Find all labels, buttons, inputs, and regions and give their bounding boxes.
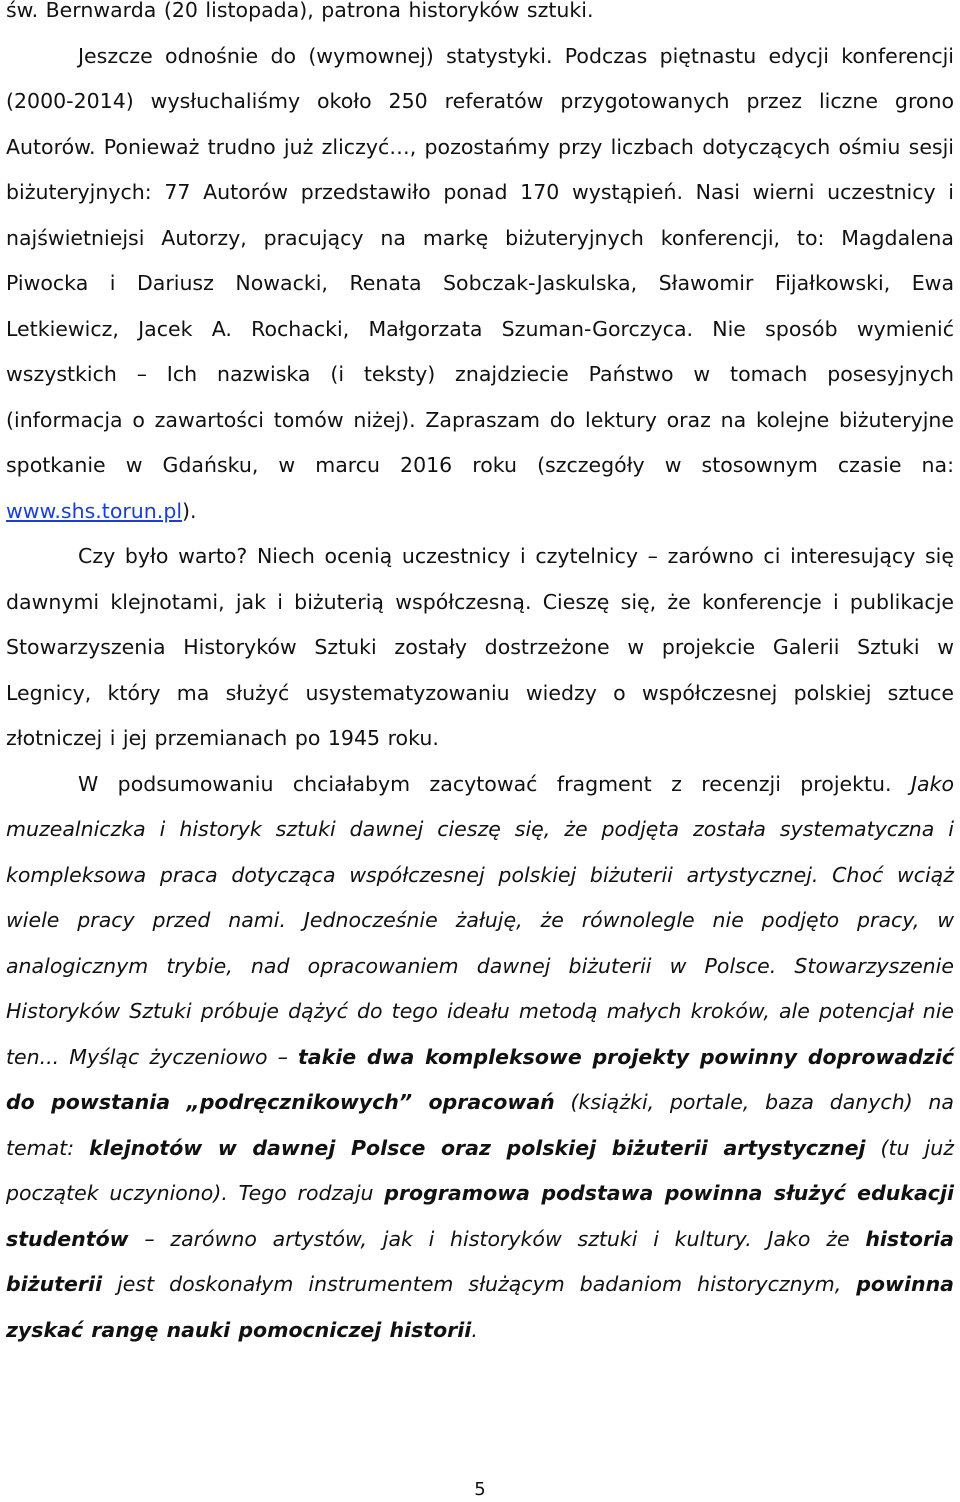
quote-part-3: (tu już początek uczyniono). Tego rodzaju xyxy=(6,1135,954,1205)
paragraph-1 xyxy=(6,0,954,34)
document-page xyxy=(6,0,954,1353)
quote-bold-4: historia biżuterii xyxy=(6,1226,954,1296)
paragraph-3-text: Czy było warto? Niech ocenią uczestnicy i czytelnicy – zarówno ci interesujący się dawnymi klejnotami, jak i biżuterią współczesną. Cieszę się, że konferencje i publikacje Stowarzyszenia Historyków Sztuki zostały dostrzeżone w projekcie Galerii Sztuki w Legnicy, który ma służyć usystematyzowaniu wiedzy o współczesnej polskiej sztuce złotniczej i jej przemianach po 1945 roku. xyxy=(6,544,954,750)
quote-bold-1: takie dwa kompleksowe projekty powinny doprowadzić do powstania „podręcznikowych” opracowań xyxy=(6,1044,954,1114)
paragraph-2 xyxy=(6,34,954,535)
quote-part-6: . xyxy=(471,1317,478,1342)
quote-part-5: jest doskonałym instrumentem służącym badaniom historycznym, xyxy=(102,1272,857,1296)
paragraph-3 xyxy=(6,534,954,762)
quote-part-4: – zarówno artystów, jak i historyków sztuki i kultury. Jako że xyxy=(128,1226,866,1251)
quote-bold-3: programowa podstawa powinna służyć edukacji studentów xyxy=(6,1181,955,1251)
quote-bold-2: klejnotów w dawnej Polsce oraz polskiej biżuterii artystycznej xyxy=(89,1135,866,1160)
paragraph-4-intro: W podsumowaniu chciałabym zacytować fragment z recenzji projektu. xyxy=(78,771,911,796)
website-link[interactable]: www.shs.torun.pl xyxy=(6,498,183,523)
paragraph-4 xyxy=(6,762,954,1354)
quote-bold-5: powinna zyskać rangę nauki pomocniczej historii xyxy=(6,1272,954,1342)
page-number: 5 xyxy=(474,1479,486,1500)
quote-part-2: (książki, portale, baza danych) na temat: xyxy=(6,1090,954,1160)
paragraph-2-text: Jeszcze odnośnie do (wymownej) statystyki. Podczas piętnastu edycji konferencji (2000-2014) wysłuchaliśmy około 250 referatów przygotowanych przez liczne grono Autorów. Ponieważ trudno już zliczyć…, pozostańmy przy liczbach dotyczących ośmiu sesji biżuteryjnych: 77 Autorów przedstawiło ponad 170 wystąpień. Nasi wierni uczestnicy i najświetniejsi Autorzy, pracujący na markę biżuteryjnych konferencji, to: Magdalena Piwocka i Dariusz Nowacki, Renata Sobczak-Jaskulska, Sławomir Fijałkowski, Ewa Letkiewicz, Jacek A. Rochacki, Małgorzata Szuman-Gorczyca. Nie sposób wymienić wszystkich – Ich nazwiska (i teksty) znajdziecie Państwo w tomach posesyjnych (informacja o zawartości tomów niżej). Zapraszam do lektury oraz na kolejne biżuteryjne spotkanie w Gdańsku, w marcu 2016 roku (szczegóły w stosownym czasie na: xyxy=(6,43,954,477)
quote-part-1: Jako muzealniczka i historyk sztuki dawnej cieszę się, że podjęta została systematyczna i kompleksowa praca dotycząca współczesnej polskiej biżuterii artystycznej. Choć wciąż wiele pracy przed nami. Jednocześnie żałuję, że równolegle nie podjęto pracy, w analogicznym trybie, nad opracowaniem dawnej biżuterii w Polsce. Stowarzyszenie Historyków Sztuki próbuje dążyć do tego ideału metodą małych kroków, ale potencjał nie ten... Myśląc życzeniowo – xyxy=(6,771,954,1069)
paragraph-1-text: św. Bernwarda (20 listopada), patrona historyków sztuki. xyxy=(6,0,594,22)
paragraph-2-end: ). xyxy=(182,498,197,523)
